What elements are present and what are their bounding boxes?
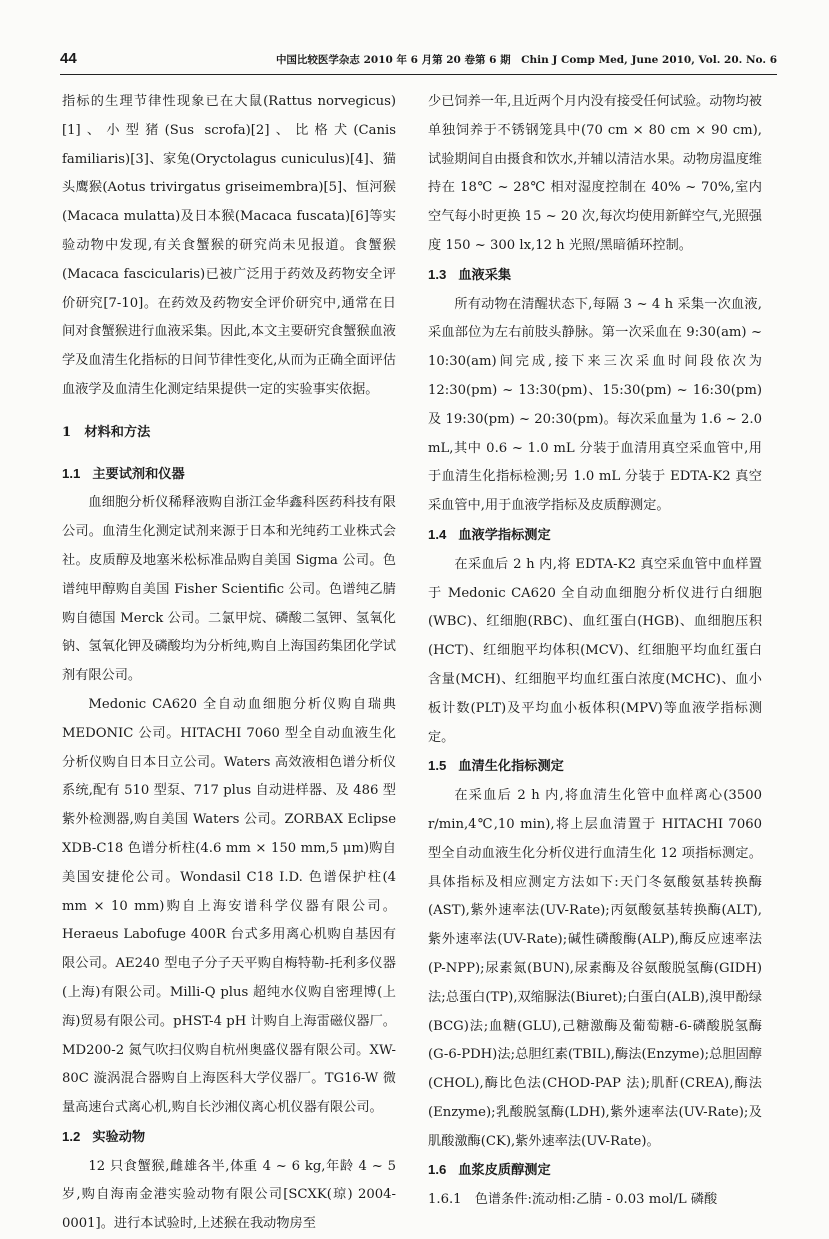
intro-paragraph: 指标的生理节律性现象已在大鼠(Rattus norvegicus)[1]、小型猪(Sus scrofa)[2]、比格犬(Canis familiaris)[3]、家兔(Oryctolagus cuniculus)[4]、猫头鹰猴(Aotus trivirgatus griseimembra)[5]、恒河猴(Macaca mulatta)及日本猴(Macaca fuscata)[6]等实验动物中发现,有关食蟹猴的研究尚未见报道。食蟹猴(Macaca fascicularis)已被广泛用于药效及药物安全评价研究[7-10]。在药效及药物安全评价研究中,通常在日间对食蟹猴进行血液采集。因此,本文主要研究食蟹猴血液学及血清生化指标的日间节律性变化,从而为正确全面评估血液学及血清生化测定结果提供一定的实验事实依据。 [62,94,396,397]
subsection-heading-1-6 [428,1156,762,1186]
subsection-heading-1-4 [428,521,762,551]
chromatography-conditions: 1.6.1 色谱条件:流动相:乙腈 - 0.03 mol/L 磷酸 [428,1192,718,1208]
subsection-heading-1-3 [428,261,762,291]
subsection-title: 血液学指标测定 [458,527,551,543]
page-number: 44 [60,50,77,67]
animals-paragraph: 12 只食蟹猴,雌雄各半,体重 4 ~ 6 kg,年龄 4 ~ 5 岁,购自海南金港实验动物有限公司[SCXK(琼) 2004-0001]。进行本试验时,上述猴在我动物房至 [62,1158,396,1232]
subsection-title: 血液采集 [458,267,512,283]
subsection-number: 1.4 [428,526,447,542]
subsection-heading-1-1 [62,460,396,490]
left-column [62,88,396,1239]
subsection-number: 1.5 [428,758,447,774]
running-header [60,48,777,75]
subsection-number: 1.6 [428,1162,447,1178]
journal-citation: 中国比较医学杂志 2010 年 6 月第 20 卷第 6 期 Chin J Comp Med, June 2010, Vol. 20. No. 6 [275,54,777,66]
subsection-title: 血浆皮质醇测定 [458,1163,551,1179]
subsection-title: 血清生化指标测定 [458,759,564,775]
subsection-title: 主要试剂和仪器 [92,466,185,482]
section-heading-methods: 1 材料和方法 [62,424,151,440]
instruments-paragraph: Medonic CA620 全自动血细胞分析仪购自瑞典 MEDONIC 公司。HITACHI 7060 型全自动血液生化分析仪购自日本日立公司。Waters 高效液相色谱分析仪系统,配有 510 型泵、717 plus 自动进样器、及 486 型紫外检测器,购自美国 Waters 公司。ZORBAX Eclipse XDB-C18 色谱分析柱(4.6 mm × 150 mm,5 μm)购自美国安捷伦公司。Wondasil C18 I.D. 色谱保护柱(4 mm × 10 mm)购自上海安谱科学仪器有限公司。Heraeus Labofuge 400R 台式多用离心机购自基因有限公司。AE240 型电子分子天平购自梅特勒-托利多仪器(上海)有限公司。Milli-Q plus 超纯水仪购自密理博(上海)贸易有限公司。pHST-4 pH 计购自上海雷磁仪器厂。MD200-2 氮气吹扫仪购自杭州奥盛仪器有限公司。XW-80C 漩涡混合器购自上海医科大学仪器厂。TG16-W 微量高速台式离心机,购自长沙湘仪离心机仪器有限公司。 [62,696,396,1116]
hematology-paragraph: 在采血后 2 h 内,将 EDTA-K2 真空采血管中血样置于 Medonic CA620 全自动血细胞分析仪进行白细胞(WBC)、红细胞(RBC)、血红蛋白(HGB)、血细胞压积(HCT)、红细胞平均体积(MCV)、红细胞平均血红蛋白含量(MCH)、红细胞平均血红蛋白浓度(MCHC)、血小板计数(PLT)及平均血小板体积(MPV)等血液学指标测定。 [428,556,762,745]
subsection-number: 1.2 [62,1128,81,1144]
subsection-number: 1.1 [62,465,81,481]
subsection-heading-1-5 [428,752,762,782]
subsection-heading-1-2 [62,1123,396,1153]
animals-paragraph-continued: 少已饲养一年,且近两个月内没有接受任何试验。动物均被单独饲养于不锈钢笼具中(70 cm × 80 cm × 90 cm),试验期间自由摄食和饮水,并辅以清洁水果。动物房温度维持在 18℃ ~ 28℃ 相对湿度控制在 40% ~ 70%,室内空气每小时更换 15 ~ 20 次,每次均使用新鲜空气,光照强度 150 ~ 300 lx,12 h 光照/黑暗循环控制。 [428,94,762,253]
biochemistry-paragraph: 在采血后 2 h 内,将血清生化管中血样离心(3500 r/min,4℃,10 min),将上层血清置于 HITACHI 7060 型全自动血液生化分析仪进行血清生化 12 项指标测定。具体指标及相应测定方法如下:天门冬氨酸氨基转换酶(AST),紫外速率法(UV-Rate);丙氨酸氨基转换酶(ALT),紫外速率法(UV-Rate);碱性磷酸酶(ALP),酶反应速率法(P-NPP);尿素氮(BUN),尿素酶及谷氨酸脱氢酶(GIDH)法;总蛋白(TP),双缩脲法(Biuret);白蛋白(ALB),溴甲酚绿(BCG)法;血糖(GLU),己糖激酶及葡萄糖-6-磷酸脱氢酶(G-6-PDH)法;总胆红素(TBIL),酶法(Enzyme);总胆固醇(CHOL),酶比色法(CHOD-PAP 法);肌酐(CREA),酶法(Enzyme);乳酸脱氢酶(LDH),紫外速率法(UV-Rate);及肌酸激酶(CK),紫外速率法(UV-Rate)。 [428,788,762,1149]
reagents-paragraph: 血细胞分析仪稀释液购自浙江金华鑫科医药科技有限公司。血清生化测定试剂来源于日本和光纯药工业株式会社。皮质醇及地塞米松标准品购自美国 Sigma 公司。色谱纯甲醇购自美国 Fisher Scientific 公司。色谱纯乙腈购自德国 Merck 公司。二氯甲烷、磷酸二氢钾、氢氧化钠、氢氧化钾及磷酸均为分析纯,购自上海国药集团化学试剂有限公司。 [62,495,396,684]
subsection-title: 实验动物 [92,1129,146,1145]
subsection-number: 1.3 [428,266,447,282]
blood-collection-paragraph: 所有动物在清醒状态下,每隔 3 ~ 4 h 采集一次血液,采血部位为左右前肢头静脉。第一次采血在 9:30(am) ~ 10:30(am)间完成,接下来三次采血时间段依次为 12:30(pm) ~ 13:30(pm)、15:30(pm) ~ 16:30(pm)及 19:30(pm) ~ 20:30(pm)。每次采血量为 1.6 ~ 2.0 mL,其中 0.6 ~ 1.0 mL 分装于血清用真空采血管中,用于血清生化指标检测;另 1.0 mL 分装于 EDTA-K2 真空采血管中,用于血液学指标及皮质醇测定。 [428,296,762,514]
right-column [428,88,762,1215]
